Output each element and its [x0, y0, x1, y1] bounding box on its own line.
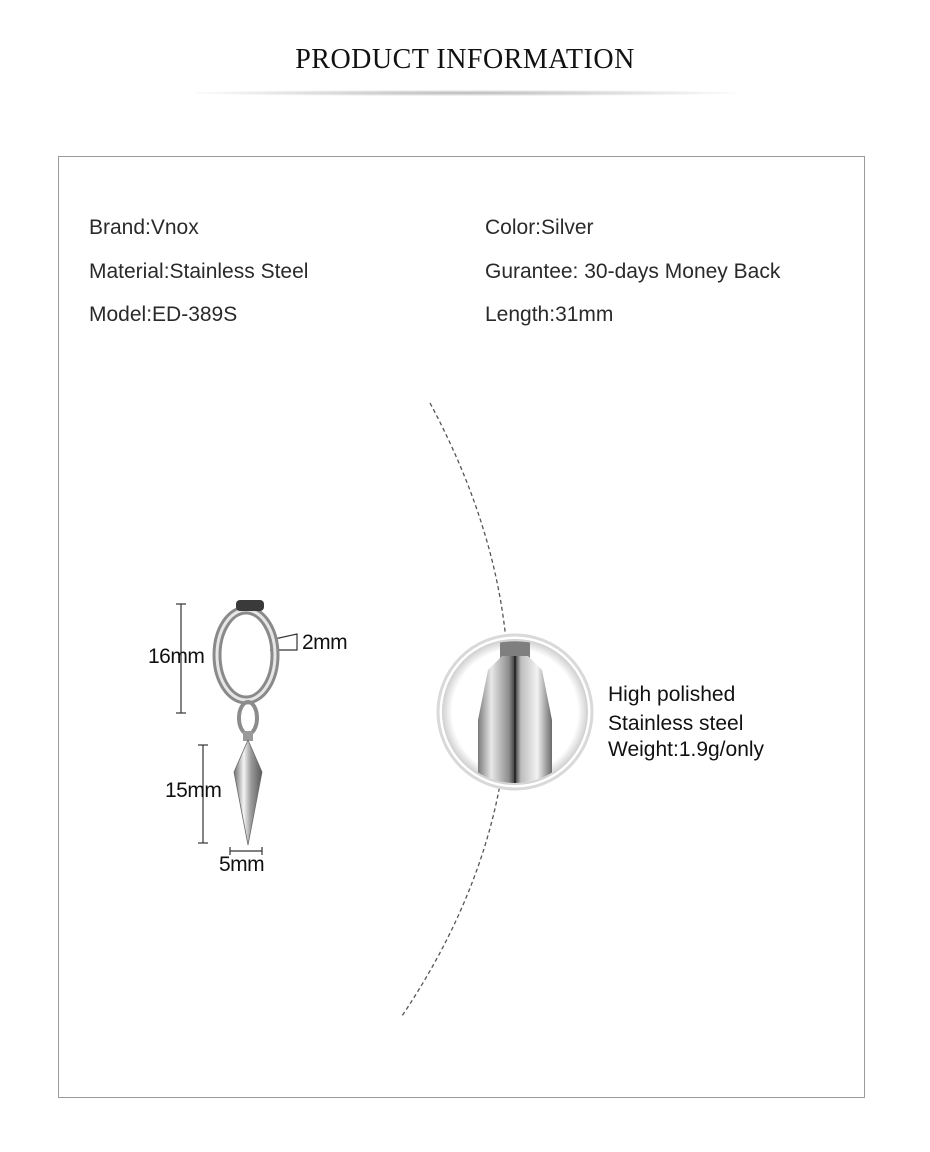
note-polished: High polished — [608, 683, 736, 706]
label-hoop-height: 16mm — [148, 645, 205, 668]
label-spike-length: 15mm — [165, 779, 222, 802]
spec-model: Model:ED-389S — [89, 303, 238, 326]
spec-material: Material:Stainless Steel — [89, 260, 309, 283]
magnified-lens — [438, 632, 592, 800]
page-title: PRODUCT INFORMATION — [295, 44, 635, 75]
jump-ring — [239, 702, 257, 734]
spec-guarantee: Gurantee: 30-days Money Back — [485, 260, 781, 283]
spec-length: Length:31mm — [485, 303, 614, 326]
note-weight: Weight:1.9g/only — [608, 738, 765, 761]
spec-brand: Brand:Vnox — [89, 216, 199, 239]
label-hoop-thickness: 2mm — [302, 631, 348, 654]
spec-color: Color:Silver — [485, 216, 594, 239]
spike-pendant — [234, 731, 262, 845]
label-spike-width: 5mm — [219, 853, 265, 876]
hoop-ring — [217, 600, 275, 700]
note-material: Stainless steel — [608, 712, 744, 735]
